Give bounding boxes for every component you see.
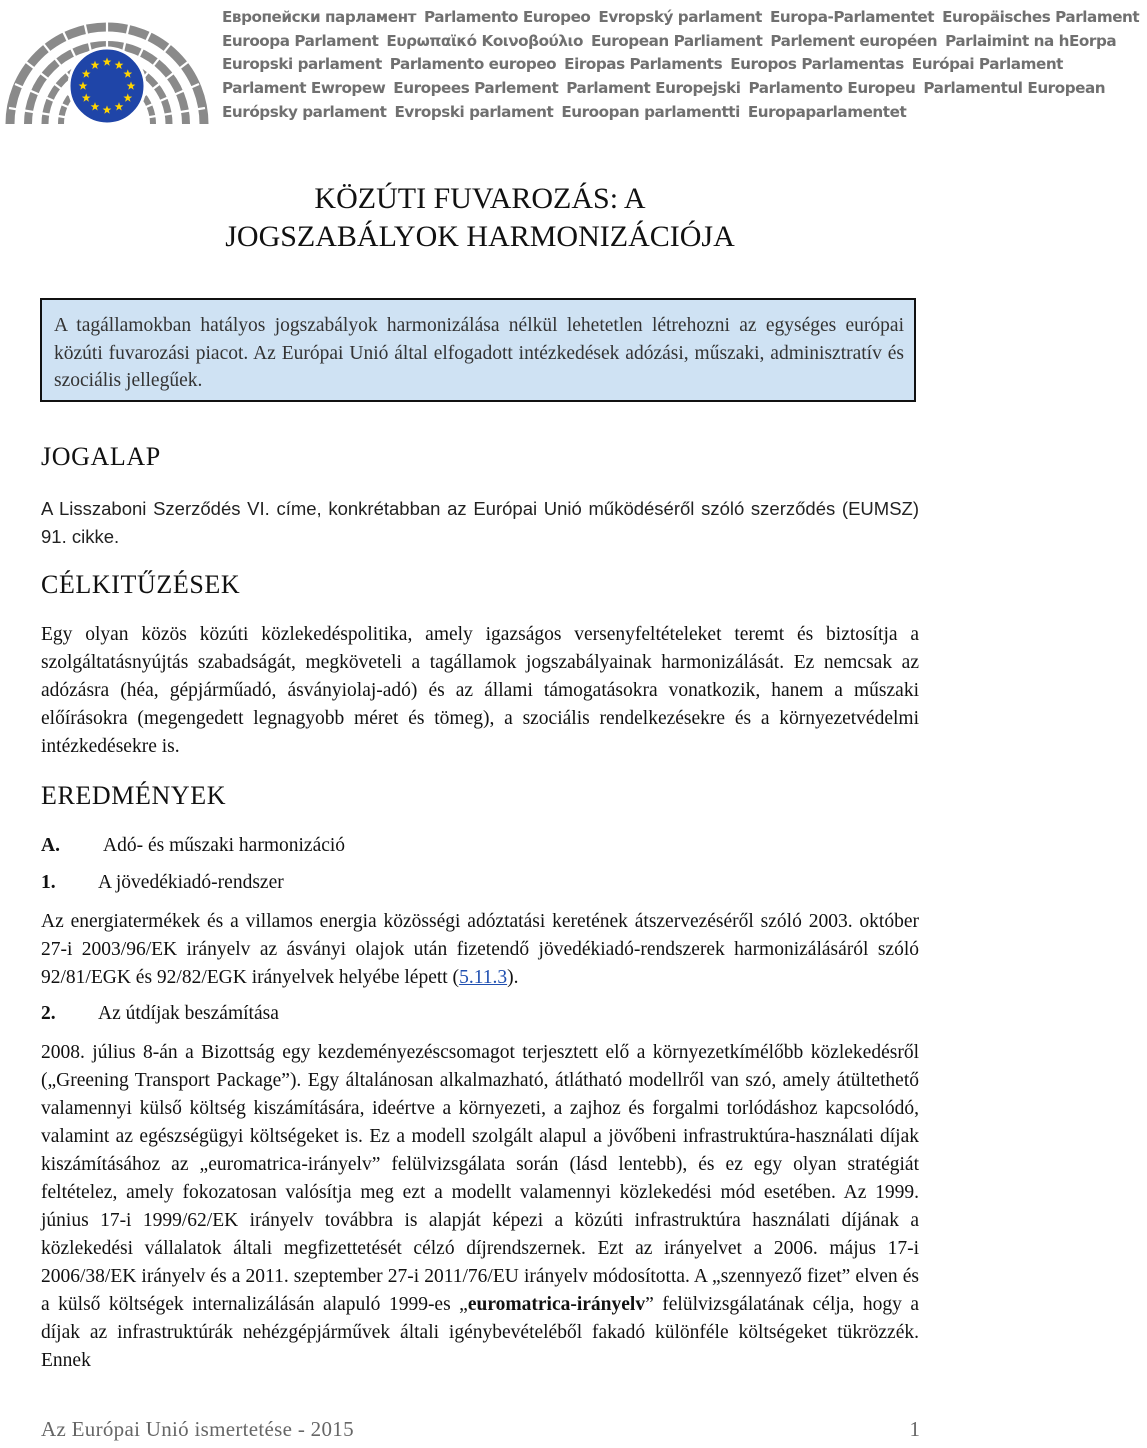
parliament-name: Parlamento Europeu: [748, 79, 916, 98]
parliament-name: European Parliament: [590, 31, 763, 50]
item-2-title: Az útdíjak beszámítása: [98, 1003, 279, 1024]
item-2-text-bold: euromatrica-irányelv: [467, 1294, 646, 1315]
parliament-name: Europees Parlement: [393, 79, 559, 98]
parliament-names-row: [222, 101, 957, 125]
parliament-name: Parlamento europeo: [389, 55, 557, 74]
parliament-name: Parlament Ewropew: [222, 79, 386, 98]
parliament-name: Evropski parlament: [394, 102, 554, 121]
legal-basis-text: A Lisszaboni Szerződés VI. címe, konkrétabban az Európai Unió működéséről szóló szerződés (EUMSZ) 91. cikke.: [41, 498, 919, 547]
item-1-heading: [41, 869, 284, 897]
results-heading: EREDMÉNYEK: [41, 781, 227, 810]
parliament-name: Európsky parlament: [222, 102, 387, 121]
item-1-text-end: ).: [507, 967, 519, 988]
parliament-names-row: [222, 53, 1063, 77]
page-footer: [41, 1417, 920, 1447]
parliament-name: Európai Parlament: [911, 55, 1063, 74]
parliament-name: Parlamentul European: [923, 79, 1106, 98]
objectives-text: Egy olyan közös közúti közlekedéspolitika, amely igazságos versenyfeltételeket teremt és biztosítja a szolgáltatásnyújtás szabadságát, megköveteli a tagállamok jogszabályainak harmonizálását. Ez nemcsak az adózásra (héa, gépjárműadó, ásványiolaj-adó) és az állami támogatásokra vonatkozik, hanem a műszaki előírásokra (megengedett legnagyobb méret és tömeg), a szociális rendelkezésekre és a környezetvédelmi intézkedésekre is.: [41, 624, 919, 757]
parliament-names-row: [222, 77, 1106, 101]
parliament-name: Europa-Parlamentet: [769, 8, 935, 26]
parliament-name: Parlaimint na hEorpa: [945, 31, 1117, 50]
item-2-text-end: ” felülvizsgálatának célja, hogy a díjak az infrastruktúrák nehézgépjárművek általi igénybevételéből fakadó különféle költségeket tükrözzék. Ennek: [41, 1294, 919, 1371]
item-1-text-body: Az energiatermékek és a villamos energia közösségi adóztatási keretének átszervezéséről szóló 2003. október 27-i 2003/96/EK irányelv az ásványi olajok után fizetendő jövedékiadó-rendszerek harmonizálásáról szóló 92/81/EGK és 92/82/EGK irányelvek helyébe lépett (: [41, 911, 919, 988]
item-1-title: A jövedékiadó-rendszer: [98, 872, 284, 893]
objectives-heading: CÉLKITŰZÉSEK: [41, 570, 241, 599]
footer-publication: Az Európai Unió ismertetése - 2015: [41, 1417, 354, 1441]
section-a-heading: [41, 832, 345, 860]
parliament-name: Europski parlament: [222, 55, 382, 74]
item-2-text: [41, 1039, 919, 1375]
parliament-name: Euroopa Parlament: [222, 31, 379, 50]
page-number: 1: [909, 1417, 920, 1441]
parliament-name: Europos Parlamentas: [730, 55, 904, 74]
parliament-names-row: [222, 6, 1140, 30]
parliament-name: Европейски парламент: [222, 8, 416, 26]
parliament-names: [222, 6, 1140, 125]
document-title: [0, 180, 960, 256]
item-1-text: [41, 908, 919, 992]
legal-basis-heading: JOGALAP: [41, 442, 161, 471]
summary-box: A tagállamokban hatályos jogszabályok harmonizálása nélkül lehetetlen létrehozni az egységes európai közúti fuvarozási piacot. Az Európai Unió által elfogadott intézkedések adózási, műszaki, adminisztratív és szociális jellegűek.: [40, 298, 916, 402]
title-line-2: JOGSZABÁLYOK HARMONIZÁCIÓJA: [225, 220, 735, 253]
parliament-name: Parlamento Europeo: [423, 8, 591, 26]
item-2-number: 2.: [41, 1003, 56, 1024]
page-header: [0, 0, 1140, 130]
parliament-name: Parlament Europejski: [566, 79, 741, 98]
parliament-name: Ευρωπαϊκό Κοινοβούλιο: [386, 31, 583, 50]
parliament-name: Parlement européen: [770, 31, 938, 50]
reference-link[interactable]: 5.11.3: [459, 967, 508, 988]
section-a-title: Adó- és műszaki harmonizáció: [103, 835, 346, 856]
item-1-number: 1.: [41, 872, 56, 893]
item-2-heading: [41, 1000, 279, 1028]
section-a-number: A.: [41, 835, 60, 856]
parliament-names-row: [222, 30, 1117, 54]
parliament-name: Euroopan parlamentti: [561, 102, 740, 121]
parliament-name: Europäisches Parlament: [942, 8, 1140, 26]
parliament-name: Evropský parlament: [598, 8, 762, 26]
parliament-name: Europaparlamentet: [747, 102, 907, 121]
item-2-text-body: 2008. július 8-án a Bizottság egy kezdeményezéscsomagot terjesztett elő a környezetkímélőbb közlekedésről („Greening Transport Package”). Egy általánosan alkalmazható, átlátható modellről van szó, amely átültethető valamennyi külső költség kiszámítására, ideértve a környezeti, a zajhoz és forgalmi torlódáshoz kapcsolódó, valamint az egészségügyi költségeket is. Ez a modell szolgált alapul a jövőbeni infrastruktúra-használati díjak kiszámításához az „euromatrica-irányelv” felülvizsgálata során (lásd lentebb), és ez egy olyan stratégiát feltételez, amely fokozatosan valósítja meg ezt a modellt valamennyi közlekedési mód esetében. Az 1999. június 17-i 1999/62/EK irányelv továbbra is alapját képezi a közúti infrastruktúra használati díjának a közlekedési vállalatok általi megfizettetését célzó díjrendszernek. Ezt az irányelvet a 2006. május 17-i 2006/38/EK irányelv és a 2011. szeptember 27-i 2011/76/EU irányelv módosította. A „szennyező fizet” elven és a külső költségek internalizálásán alapuló 1999-es „: [41, 1042, 919, 1315]
parliament-name: Eiropas Parlaments: [564, 55, 723, 74]
european-parliament-logo-icon: [4, 2, 210, 126]
title-line-1: KÖZÚTI FUVAROZÁS: A: [314, 182, 646, 215]
